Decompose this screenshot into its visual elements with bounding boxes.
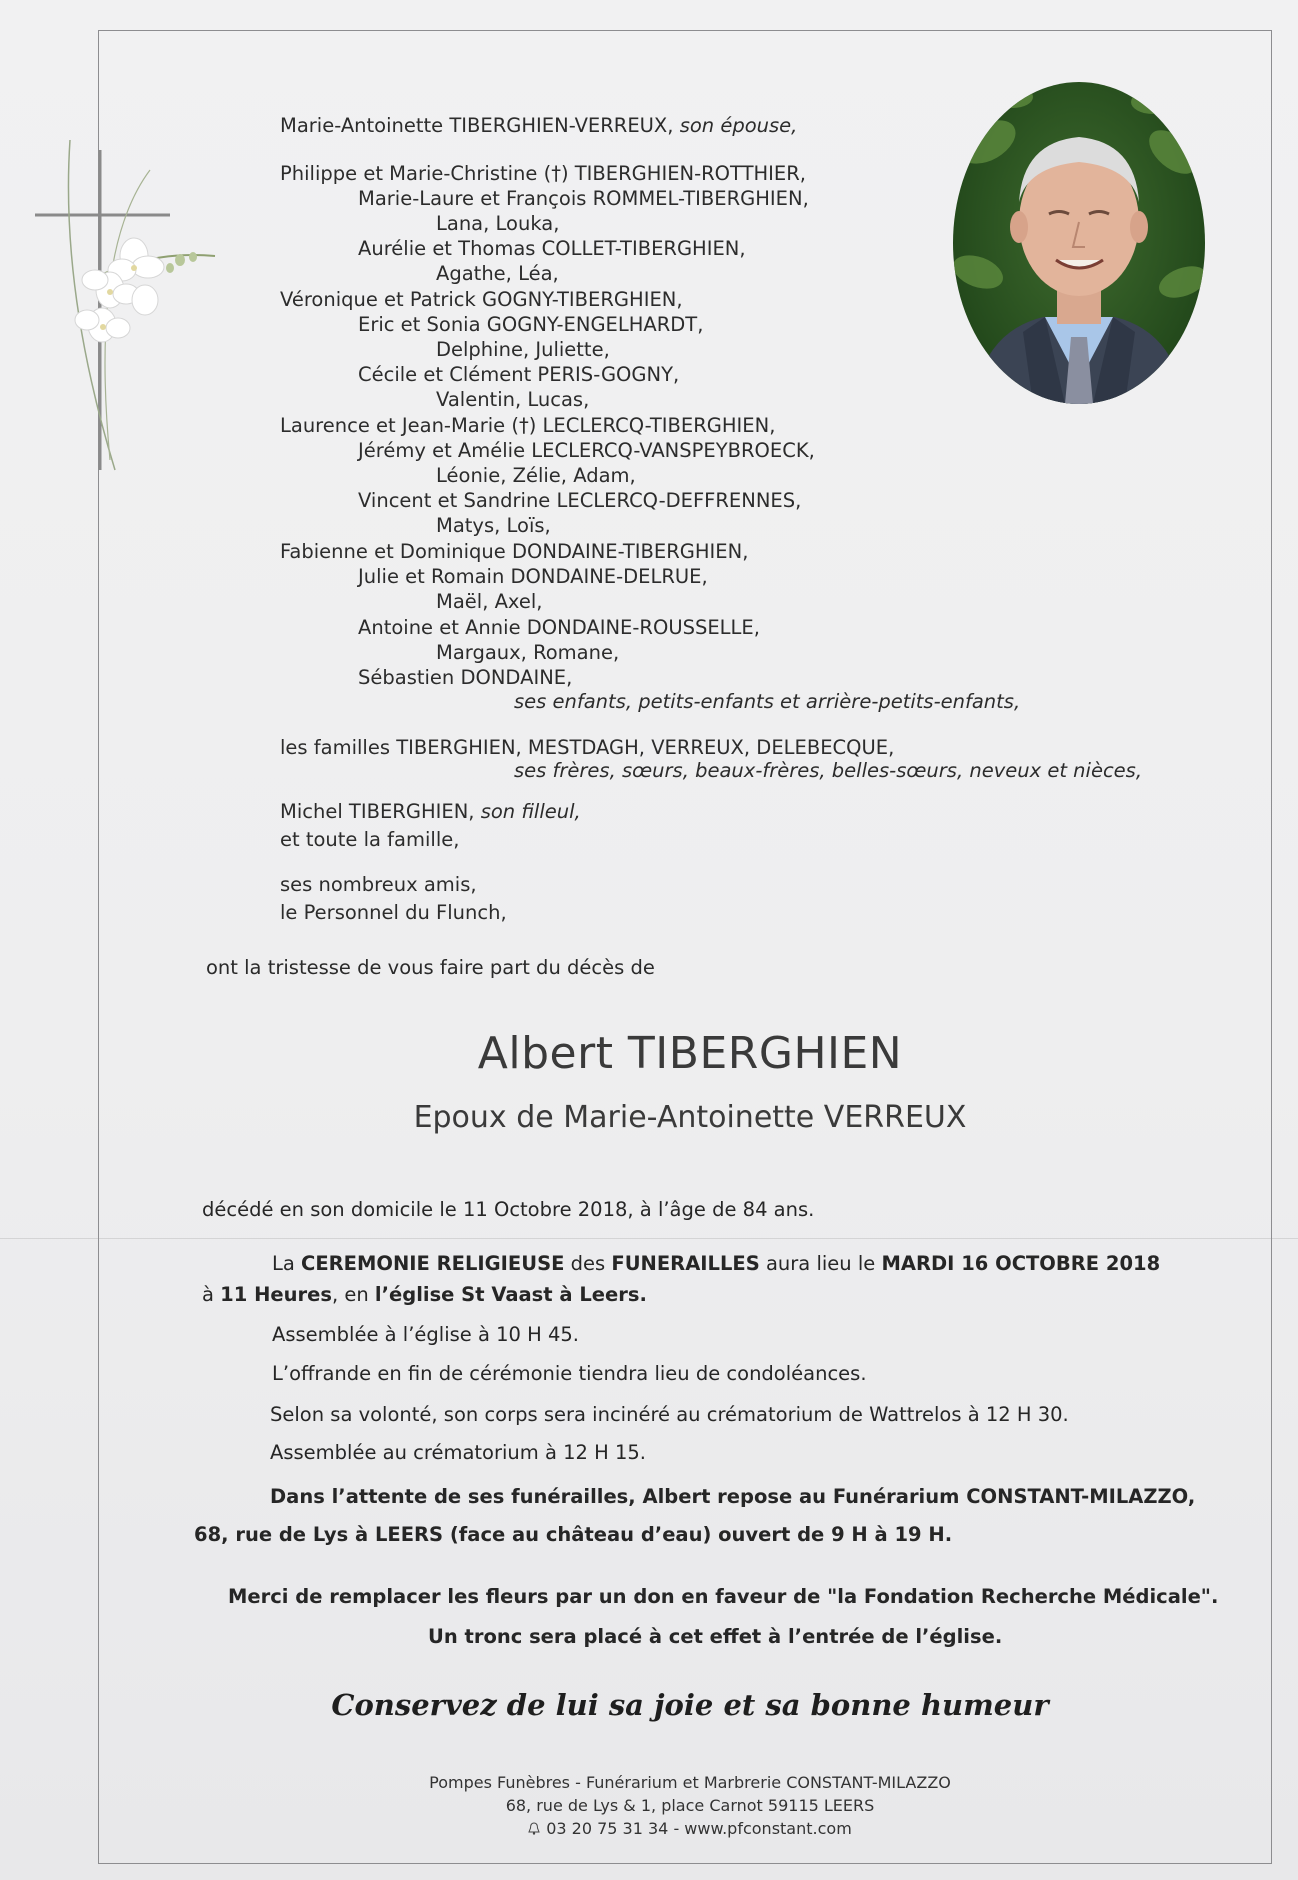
family-member-line bbox=[280, 873, 477, 897]
family-relation: son filleul, bbox=[480, 800, 581, 823]
family-member-name: Aurélie et Thomas COLLET-TIBERGHIEN, bbox=[358, 237, 746, 260]
family-relation: son épouse, bbox=[679, 114, 798, 137]
family-member-line bbox=[436, 464, 636, 488]
family-member-line bbox=[436, 514, 551, 538]
family-member-name: Léonie, Zélie, Adam, bbox=[436, 464, 636, 487]
family-member-line bbox=[358, 187, 809, 211]
donation-line-1 bbox=[228, 1585, 1218, 1608]
footer-company: Pompes Funèbres - Funérarium et Marbrerie CONSTANT-MILAZZO bbox=[429, 1773, 951, 1792]
ceremony-text: des bbox=[564, 1252, 612, 1275]
rest-line-2 bbox=[194, 1523, 952, 1546]
donation-text: Merci de remplacer les fleurs par un don en faveur de "la Fondation Recherche Médicale". bbox=[228, 1585, 1219, 1608]
death-details: décédé en son domicile le 11 Octobre 2018, à l’âge de 84 ans. bbox=[202, 1198, 815, 1221]
family-member-line bbox=[358, 363, 679, 387]
family-member-line bbox=[436, 641, 619, 665]
family-member-name: Fabienne et Dominique DONDAINE-TIBERGHIEN, bbox=[280, 540, 749, 563]
family-member-name: Delphine, Juliette, bbox=[436, 338, 610, 361]
deceased-name: Albert TIBERGHIEN bbox=[477, 1028, 903, 1079]
family-member-line bbox=[280, 414, 775, 438]
intro-text: ont la tristesse de vous faire part du décès de bbox=[206, 956, 655, 979]
ceremony-emphasis: CEREMONIE RELIGIEUSE bbox=[301, 1252, 565, 1275]
cremation-text: Selon sa volonté, son corps sera incinéré au crématorium de Wattrelos à 12 H 30. bbox=[270, 1403, 1069, 1426]
family-member-line bbox=[280, 288, 683, 312]
offering-text: L’offrande en fin de cérémonie tiendra lieu de condoléances. bbox=[272, 1362, 867, 1385]
family-member-line bbox=[280, 828, 459, 852]
ceremony-text: à bbox=[202, 1283, 221, 1306]
family-member-line bbox=[358, 666, 572, 690]
family-member-name: les familles TIBERGHIEN, MESTDAGH, VERREUX, DELEBECQUE, bbox=[280, 736, 895, 759]
family-member-name: Jérémy et Amélie LECLERCQ-VANSPEYBROECK, bbox=[358, 439, 815, 462]
portrait-image bbox=[953, 82, 1205, 404]
family-member-name: Vincent et Sandrine LECLERCQ-DEFFRENNES, bbox=[358, 489, 802, 512]
relation-children: ses enfants, petits-enfants et arrière-petits-enfants, bbox=[514, 690, 1021, 713]
family-member-name: Sébastien DONDAINE, bbox=[358, 666, 573, 689]
family-member-line bbox=[436, 212, 559, 236]
rest-address: 68, rue de Lys à LEERS (face au château d’eau) ouvert de 9 H à 19 H. bbox=[194, 1523, 953, 1546]
ceremony-date: MARDI 16 OCTOBRE 2018 bbox=[881, 1252, 1161, 1275]
assembly-crematorium: Assemblée au crématorium à 12 H 15. bbox=[270, 1441, 646, 1464]
family-member-name: Marie-Antoinette TIBERGHIEN-VERREUX, bbox=[280, 114, 674, 137]
assembly-church: Assemblée à l’église à 10 H 45. bbox=[272, 1323, 580, 1346]
family-member-line bbox=[358, 313, 703, 337]
family-member-line bbox=[280, 800, 581, 824]
ceremony-text: , en bbox=[331, 1283, 375, 1306]
rest-line-1 bbox=[270, 1485, 1195, 1508]
family-member-name: Agathe, Léa, bbox=[436, 262, 559, 285]
donation-line-2 bbox=[428, 1625, 1002, 1648]
family-member-name: Cécile et Clément PERIS-GOGNY, bbox=[358, 363, 680, 386]
family-member-name: Matys, Loïs, bbox=[436, 514, 551, 537]
family-member-name: Philippe et Marie-Christine (†) TIBERGHIEN-ROTTHIER, bbox=[280, 162, 806, 185]
family-member-name: Julie et Romain DONDAINE-DELRUE, bbox=[358, 565, 708, 588]
ceremony-time: 11 Heures bbox=[220, 1283, 332, 1306]
family-member-name: ses nombreux amis, bbox=[280, 873, 477, 896]
ceremony-text: La bbox=[272, 1252, 302, 1275]
ceremony-location: l’église St Vaast à Leers. bbox=[374, 1283, 647, 1306]
family-member-name: Lana, Louka, bbox=[436, 212, 560, 235]
motto: Conservez de lui sa joie et sa bonne humeur bbox=[331, 1688, 1049, 1722]
ceremony-emphasis: FUNERAILLES bbox=[611, 1252, 760, 1275]
portrait-photo bbox=[953, 82, 1205, 404]
family-member-line bbox=[280, 736, 894, 760]
rest-text: Dans l’attente de ses funérailles, Albert repose au Funérarium CONSTANT-MILAZZO, bbox=[270, 1485, 1196, 1508]
family-member-name: Laurence et Jean-Marie (†) LECLERCQ-TIBERGHIEN, bbox=[280, 414, 776, 437]
family-member-line bbox=[280, 540, 748, 564]
family-member-name: Michel TIBERGHIEN, bbox=[280, 800, 475, 823]
donation-text: Un tronc sera placé à cet effet à l’entrée de l’église. bbox=[428, 1625, 1003, 1648]
family-member-name: Valentin, Lucas, bbox=[436, 388, 590, 411]
cross-orchid-icon bbox=[30, 130, 230, 480]
footer-address: 68, rue de Lys & 1, place Carnot 59115 LEERS bbox=[505, 1796, 875, 1815]
family-member-line bbox=[358, 237, 746, 261]
family-member-name: et toute la famille, bbox=[280, 828, 460, 851]
ceremony-line-1 bbox=[272, 1252, 1160, 1275]
deceased-spouse: Epoux de Marie-Antoinette VERREUX bbox=[413, 1100, 967, 1135]
family-member-name: le Personnel du Flunch, bbox=[280, 901, 507, 924]
family-member-name: Eric et Sonia GOGNY-ENGELHARDT, bbox=[358, 313, 704, 336]
family-member-name: Véronique et Patrick GOGNY-TIBERGHIEN, bbox=[280, 288, 683, 311]
family-member-name: Marie-Laure et François ROMMEL-TIBERGHIEN, bbox=[358, 187, 809, 210]
family-member-line bbox=[436, 590, 542, 614]
family-member-line bbox=[436, 262, 559, 286]
family-member-line bbox=[280, 162, 806, 186]
family-member-line bbox=[358, 565, 708, 589]
ceremony-line-2 bbox=[202, 1283, 647, 1306]
family-member-line bbox=[358, 439, 815, 463]
family-member-line bbox=[436, 338, 610, 362]
footer-contact-text: 03 20 75 31 34 - www.pfconstant.com bbox=[546, 1819, 852, 1838]
family-member-line bbox=[358, 616, 760, 640]
footer-contact bbox=[0, 1819, 1298, 1838]
family-member-line bbox=[358, 489, 801, 513]
family-member-line bbox=[436, 388, 589, 412]
family-member-name: Maël, Axel, bbox=[436, 590, 543, 613]
family-member-line bbox=[280, 901, 507, 925]
bell-icon bbox=[528, 1822, 540, 1835]
family-member-line bbox=[280, 114, 797, 138]
family-member-name: Margaux, Romane, bbox=[436, 641, 620, 664]
family-member-name: Antoine et Annie DONDAINE-ROUSSELLE, bbox=[358, 616, 760, 639]
ceremony-text: aura lieu le bbox=[759, 1252, 882, 1275]
relation-siblings: ses frères, sœurs, beaux-frères, belles-sœurs, neveux et nièces, bbox=[514, 759, 1143, 782]
